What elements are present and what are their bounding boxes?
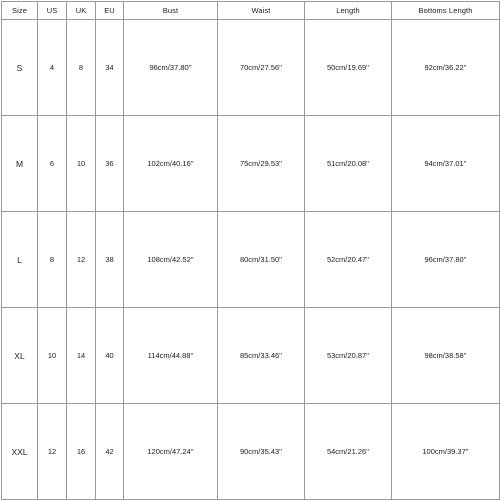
cell-size: S (2, 20, 38, 116)
cell-bottoms-length: 96cm/37.80'' (392, 212, 500, 308)
cell-eu: 42 (96, 404, 124, 500)
cell-bottoms-length: 98cm/38.58'' (392, 308, 500, 404)
table-row (2, 212, 500, 308)
header-bottoms-length: Bottoms Length (392, 2, 500, 20)
cell-bust: 114cm/44.88'' (124, 308, 218, 404)
cell-eu: 34 (96, 20, 124, 116)
header-us: US (38, 2, 67, 20)
cell-us: 4 (38, 20, 67, 116)
table-row (2, 116, 500, 212)
cell-uk: 10 (67, 116, 96, 212)
table-row (2, 404, 500, 500)
table-row (2, 20, 500, 116)
cell-uk: 8 (67, 20, 96, 116)
header-size: Size (2, 2, 38, 20)
cell-waist: 85cm/33.46'' (218, 308, 305, 404)
cell-length: 54cm/21.26'' (305, 404, 392, 500)
header-waist: Waist (218, 2, 305, 20)
table-body (2, 20, 500, 500)
cell-bust: 102cm/40.16'' (124, 116, 218, 212)
cell-size: L (2, 212, 38, 308)
cell-uk: 12 (67, 212, 96, 308)
header-bust: Bust (124, 2, 218, 20)
cell-length: 52cm/20.47'' (305, 212, 392, 308)
cell-us: 8 (38, 212, 67, 308)
cell-waist: 80cm/31.50'' (218, 212, 305, 308)
cell-us: 10 (38, 308, 67, 404)
cell-eu: 36 (96, 116, 124, 212)
header-uk: UK (67, 2, 96, 20)
cell-bottoms-length: 92cm/36.22'' (392, 20, 500, 116)
cell-waist: 70cm/27.56'' (218, 20, 305, 116)
cell-us: 12 (38, 404, 67, 500)
cell-size: XL (2, 308, 38, 404)
header-eu: EU (96, 2, 124, 20)
cell-size: M (2, 116, 38, 212)
cell-eu: 38 (96, 212, 124, 308)
size-chart-table (1, 1, 500, 500)
header-row (2, 2, 500, 20)
cell-bottoms-length: 100cm/39.37'' (392, 404, 500, 500)
cell-bust: 96cm/37.80'' (124, 20, 218, 116)
cell-waist: 90cm/35.43'' (218, 404, 305, 500)
cell-bust: 108cm/42.52'' (124, 212, 218, 308)
size-chart-sheet (0, 1, 500, 501)
cell-bust: 120cm/47.24'' (124, 404, 218, 500)
cell-eu: 40 (96, 308, 124, 404)
cell-us: 6 (38, 116, 67, 212)
cell-length: 51cm/20.08'' (305, 116, 392, 212)
cell-length: 50cm/19.69'' (305, 20, 392, 116)
cell-waist: 75cm/29.53'' (218, 116, 305, 212)
cell-length: 53cm/20.87'' (305, 308, 392, 404)
table-row (2, 308, 500, 404)
table-header (2, 2, 500, 20)
cell-uk: 14 (67, 308, 96, 404)
cell-size: XXL (2, 404, 38, 500)
cell-bottoms-length: 94cm/37.01'' (392, 116, 500, 212)
cell-uk: 16 (67, 404, 96, 500)
header-length: Length (305, 2, 392, 20)
